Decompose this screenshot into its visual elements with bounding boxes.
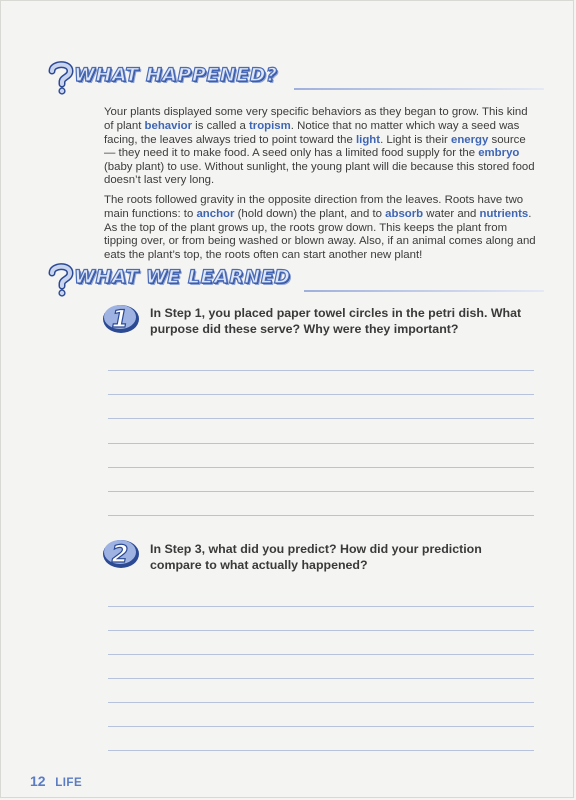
paragraph-tropism (104, 106, 536, 188)
answer-line[interactable] (108, 515, 534, 516)
paragraph-text: (baby plant) to use. Without sunlight, the young plant will die because this stored food doesn’t last very long. (104, 160, 535, 187)
paragraph-text: The roots followed gravity in the opposite direction from the leaves. Roots have two main functions: to (104, 194, 524, 220)
paragraph-text: (hold down) the plant, and to (234, 207, 386, 220)
paragraph-text: . Light is their (380, 133, 451, 146)
answer-line[interactable] (108, 443, 534, 444)
vocabulary-term: light (356, 133, 381, 146)
answer-line[interactable] (108, 678, 534, 679)
question-mark-icon (44, 262, 78, 298)
question-number-2-badge (101, 536, 141, 570)
answer-line[interactable] (108, 702, 534, 703)
answer-line[interactable] (108, 750, 534, 751)
vocabulary-term: embryo (478, 147, 520, 160)
paragraph-text: water and (423, 207, 480, 220)
answer-line[interactable] (108, 726, 534, 727)
vocabulary-term: tropism (249, 119, 291, 132)
svg-text:2: 2 (111, 540, 129, 568)
paragraph-text: source — they need it to make food. A seed only has a limited food supply for the (104, 133, 526, 160)
paragraph-roots (104, 194, 536, 262)
banner-rule (294, 88, 544, 90)
answer-line[interactable] (108, 654, 534, 655)
paragraph-text: . Notice that no matter which way a seed was facing, the leaves always tried to point toward the (104, 119, 520, 146)
answer-line[interactable] (108, 606, 534, 607)
question-2-text: In Step 3, what did you predict? How did your prediction compare to what actually happened? (150, 542, 482, 572)
section-name: LIFE (55, 777, 83, 789)
paragraph-text: Your plants displayed some very specific behaviors as they began to grow. This kind of plant (104, 106, 528, 132)
svg-text:1: 1 (111, 305, 129, 333)
paragraph-text: . As the top of the plant grows up, the roots grow down. This keeps the plant from tipping over, or from being washed or blown away. Also, if an animal comes along and eats the plant’s top, the roots often can start another new plant! (104, 207, 536, 261)
answer-line[interactable] (108, 467, 534, 468)
vocabulary-term: energy (450, 133, 489, 146)
page-number: 12 (30, 773, 46, 789)
question-number-1-badge (101, 301, 141, 335)
question-mark-icon (44, 60, 78, 96)
question-1-text: In Step 1, you placed paper towel circles in the petri dish. What purpose did these serve? Why were they important? (150, 306, 522, 336)
answer-line[interactable] (108, 370, 534, 371)
answer-line[interactable] (108, 394, 534, 395)
section-banner-what-happened (44, 60, 524, 96)
vocabulary-term: behavior (144, 119, 193, 132)
section-banner-what-we-learned (44, 262, 524, 298)
paragraph-text: is called a (192, 119, 249, 132)
answer-line[interactable] (108, 418, 534, 419)
page-footer (30, 773, 82, 789)
section-title: WHAT WE LEARNED (74, 266, 291, 288)
answer-line[interactable] (108, 630, 534, 631)
vocabulary-term: anchor (196, 207, 235, 220)
section-title: WHAT HAPPENED? (74, 64, 278, 86)
vocabulary-term: nutrients (479, 207, 529, 220)
answer-line[interactable] (108, 491, 534, 492)
banner-rule (304, 290, 544, 292)
vocabulary-term: absorb (385, 207, 424, 220)
